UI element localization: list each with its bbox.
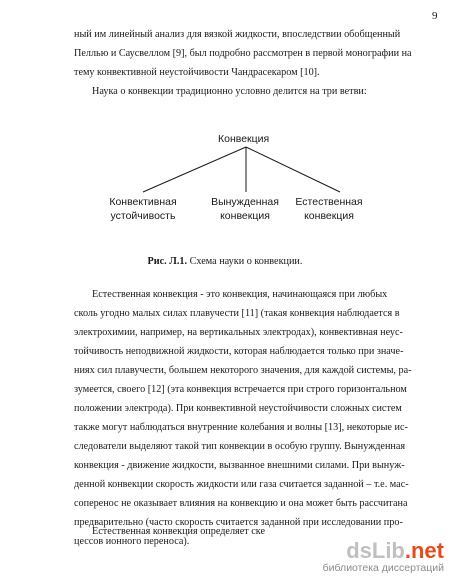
text-line: соперенос не оказывает влияния на конвекцию и она может быть рассчитана [74, 498, 408, 509]
paragraph-1 [74, 25, 412, 82]
diagram-line-left [143, 147, 246, 192]
text-line: сколь угодно малых силах плавучести [11] (такая конвекция наблюдается в [74, 308, 400, 319]
caption-text: Схема науки о конвекции. [187, 256, 303, 267]
text-line: следователи выделяют такой тип конвекции в особую группу. Вынужденная [74, 441, 406, 452]
branch-line-1: Естественная [295, 196, 363, 208]
text-line: также могут наблюдаться внутренние колебания и волны [13], некоторые ис- [74, 422, 408, 433]
branch-line-2: конвекция [220, 210, 270, 222]
text-line: денной конвекции скорость жидкости или газа считается заданной – т.е. мас- [74, 479, 409, 490]
paragraph-3 [74, 285, 412, 551]
text-line: тему конвективной неустойчивости Чандрасекаром [10]. [74, 67, 320, 78]
text-line: цессов ионного переноса). [74, 536, 190, 547]
paragraph-2: Наука о конвекции традиционно условно делится на три ветви: [92, 86, 367, 97]
text-line: предварительно (часто скорость считается заданной при исследовании про- [74, 517, 403, 528]
diagram-root-label: Конвекция [218, 133, 270, 145]
text-line: ниях сил плавучести, большем некоторого значения, для каждой системы, ра- [74, 365, 412, 376]
branch-line-2: устойчивость [110, 210, 176, 222]
paragraph-4: Естественная конвекция определяет ске [92, 526, 265, 537]
text-line: Естественная конвекция - это конвекция, начинающаяся при любых [92, 289, 388, 300]
text-line: зумеется, своего [12] (эта конвекция встречается при строго горизонтальном [74, 384, 407, 395]
dslib-logo: dsLib.net [346, 538, 444, 563]
diagram-branch-natural-convection [289, 195, 369, 223]
dslib-subtitle: библиотека диссертаций [322, 562, 444, 574]
figure-caption [0, 256, 450, 267]
text-line: Пеллью и Саусвеллом [9], был подробно рассмотрен в первой монографии на [74, 48, 412, 59]
text-line: положении электрода). При конвективной неустойчивости сложных систем [74, 403, 402, 414]
branch-line-1: Конвективная [109, 196, 177, 208]
text-line: ный им линейный анализ для вязкой жидкости, впоследствии обобщенный [74, 29, 401, 40]
diagram-line-right [246, 147, 340, 192]
diagram-branch-forced-convection [200, 195, 290, 223]
caption-label: Рис. Л.1. [147, 256, 188, 267]
dslib-watermark-link[interactable] [323, 540, 444, 574]
text-line: электрохимии, например, на вертикальных электродах), конвективная неус- [74, 327, 403, 338]
branch-line-2: конвекция [304, 210, 354, 222]
text-line: тойчивость неподвижной жидкости, которая наблюдается только при значе- [74, 346, 404, 357]
branch-line-1: Вынужденная [211, 196, 279, 208]
diagram-branch-convective-stability [103, 195, 183, 223]
text-line: конвекция - движение жидкости, вызванное внешними силами. При вынуж- [74, 460, 405, 471]
page-number: 9 [432, 10, 438, 22]
